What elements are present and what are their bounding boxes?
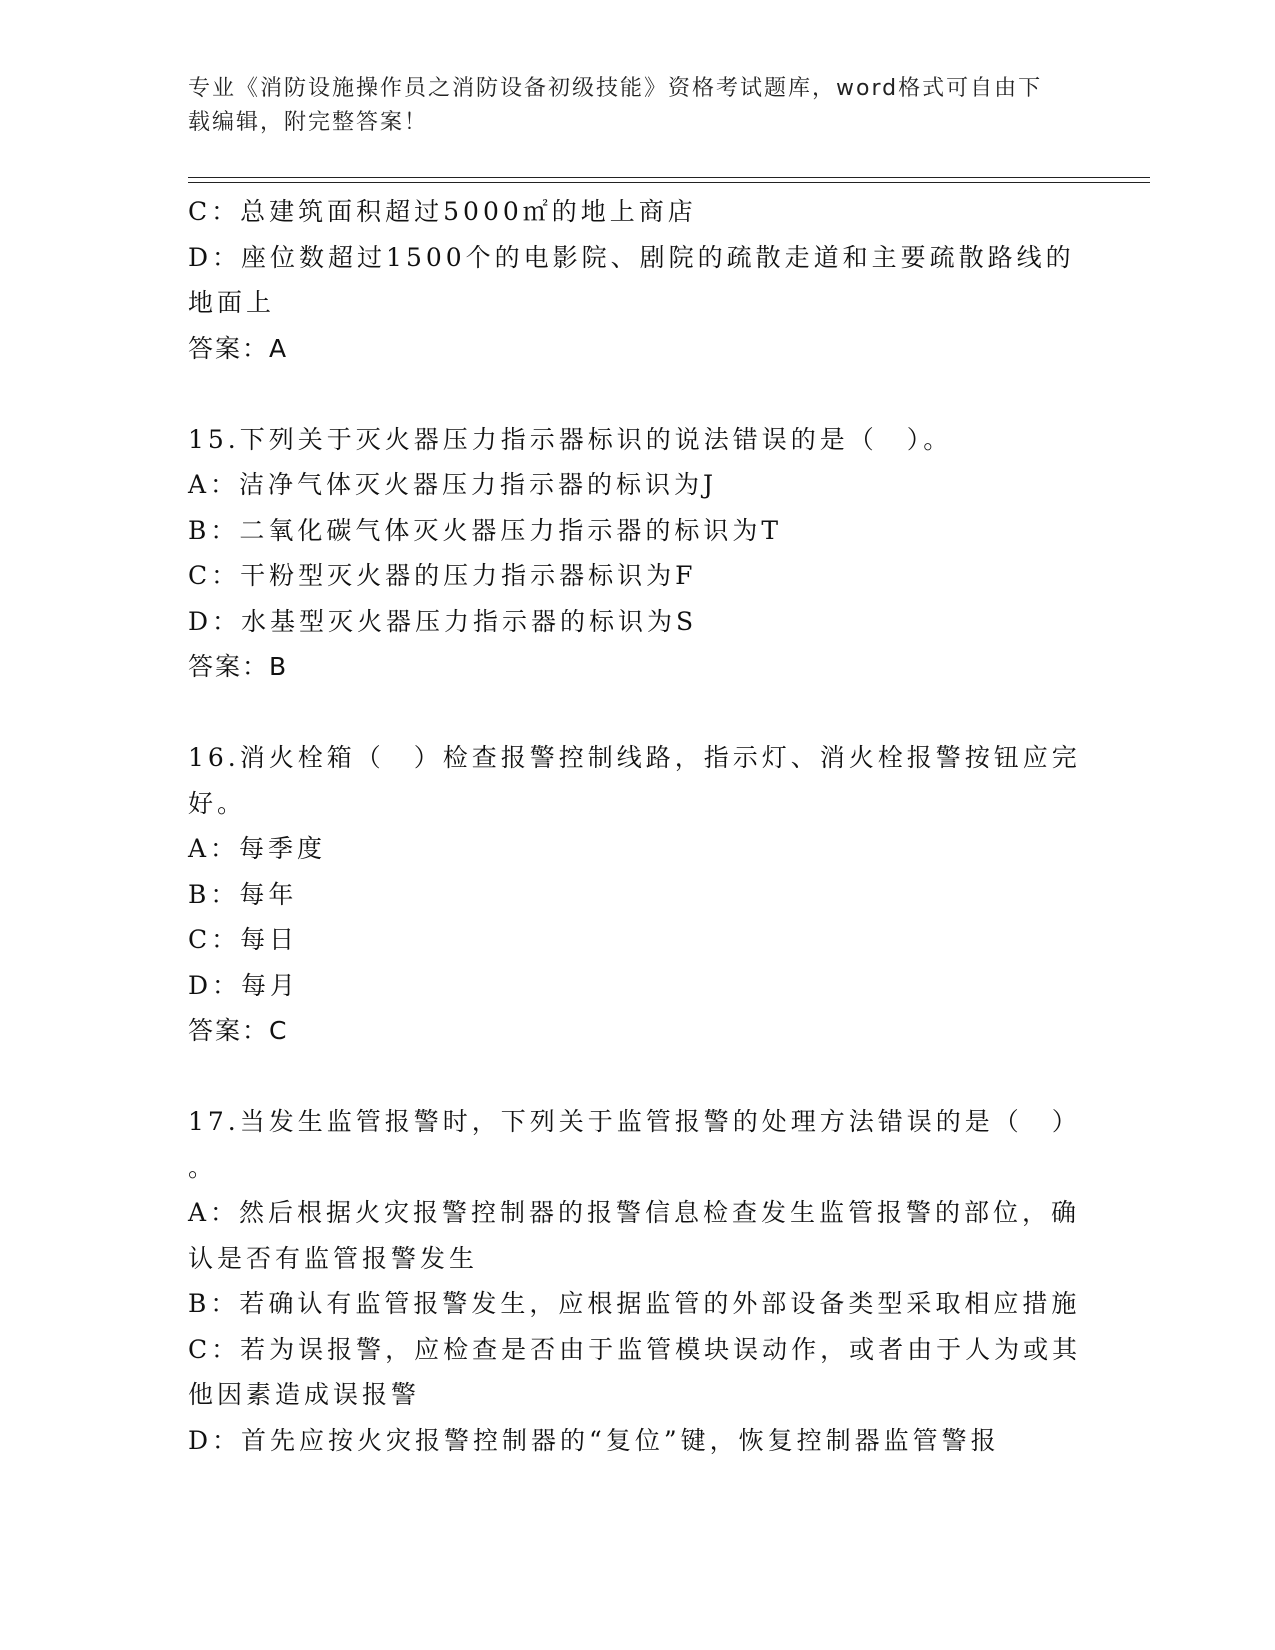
prev-answer: 答案：A [188, 333, 289, 363]
question-17-block [188, 1099, 1088, 1463]
question-16-option-b: B：每年 [188, 879, 298, 909]
question-17-option-a-line-1: A：然后根据火灾报警控制器的报警信息检查发生监管报警的部位，确 [188, 1198, 1081, 1227]
header-rule-top [188, 177, 1150, 178]
question-15-option-c: C：干粉型灭火器的压力指示器标识为F [188, 561, 697, 590]
question-15-block [188, 417, 1088, 690]
question-15-stem: 15.下列关于灭火器压力指示器标识的说法错误的是（ ）。 [188, 424, 953, 454]
question-content [188, 189, 1088, 1463]
header-line-1: 专业《消防设施操作员之消防设备初级技能》资格考试题库，word格式可自由下 [188, 76, 1043, 101]
question-15-option-a: A：洁净气体灭火器压力指示器的标识为J [188, 470, 718, 499]
question-15-answer: 答案：B [188, 652, 289, 681]
question-16-stem-line-2: 好。 [188, 788, 247, 818]
prev-question-block [188, 189, 1088, 371]
question-17-stem-line-2: 。 [188, 1152, 218, 1182]
prev-option-d-line-1: D：座位数超过1500个的电影院、剧院的疏散走道和主要疏散路线的 [188, 242, 1075, 272]
question-16-stem-line-1: 16.消火栓箱（ ）检查报警控制线路，指示灯、消火栓报警按钮应完 [188, 743, 1081, 772]
spacer [188, 1054, 1088, 1100]
question-16-answer: 答案：C [188, 1016, 289, 1045]
question-16-option-d: D：每月 [188, 970, 300, 1000]
question-17-option-b: B：若确认有监管报警发生，应根据监管的外部设备类型采取相应措施 [188, 1289, 1081, 1318]
header-rule-bottom [188, 182, 1150, 183]
spacer [188, 690, 1088, 736]
question-15-option-d: D：水基型灭火器压力指示器的标识为S [188, 606, 698, 636]
question-16-option-c: C：每日 [188, 925, 299, 954]
question-17-option-c-line-2: 他因素造成误报警 [188, 1380, 421, 1409]
question-15-option-b: B：二氧化碳气体灭火器压力指示器的标识为T [188, 515, 783, 545]
header-line-2: 载编辑，附完整答案！ [188, 110, 429, 135]
prev-option-d-line-2: 地面上 [188, 288, 276, 317]
question-16-option-a: A：每季度 [188, 834, 327, 863]
question-17-option-c-line-1: C：若为误报警，应检查是否由于监管模块误动作，或者由于人为或其 [188, 1334, 1082, 1364]
question-17-stem-line-1: 17.当发生监管报警时，下列关于监管报警的处理方法错误的是（ ） [188, 1107, 1081, 1136]
question-17-option-d: D：首先应按火灾报警控制器的“复位”键，恢复控制器监管警报 [188, 1425, 1000, 1455]
question-17-option-a-line-2: 认是否有监管报警发生 [188, 1243, 479, 1273]
spacer [188, 371, 1088, 417]
prev-option-c: C：总建筑面积超过5000㎡的地上商店 [188, 197, 697, 226]
question-16-block [188, 735, 1088, 1054]
document-header [188, 72, 1068, 140]
